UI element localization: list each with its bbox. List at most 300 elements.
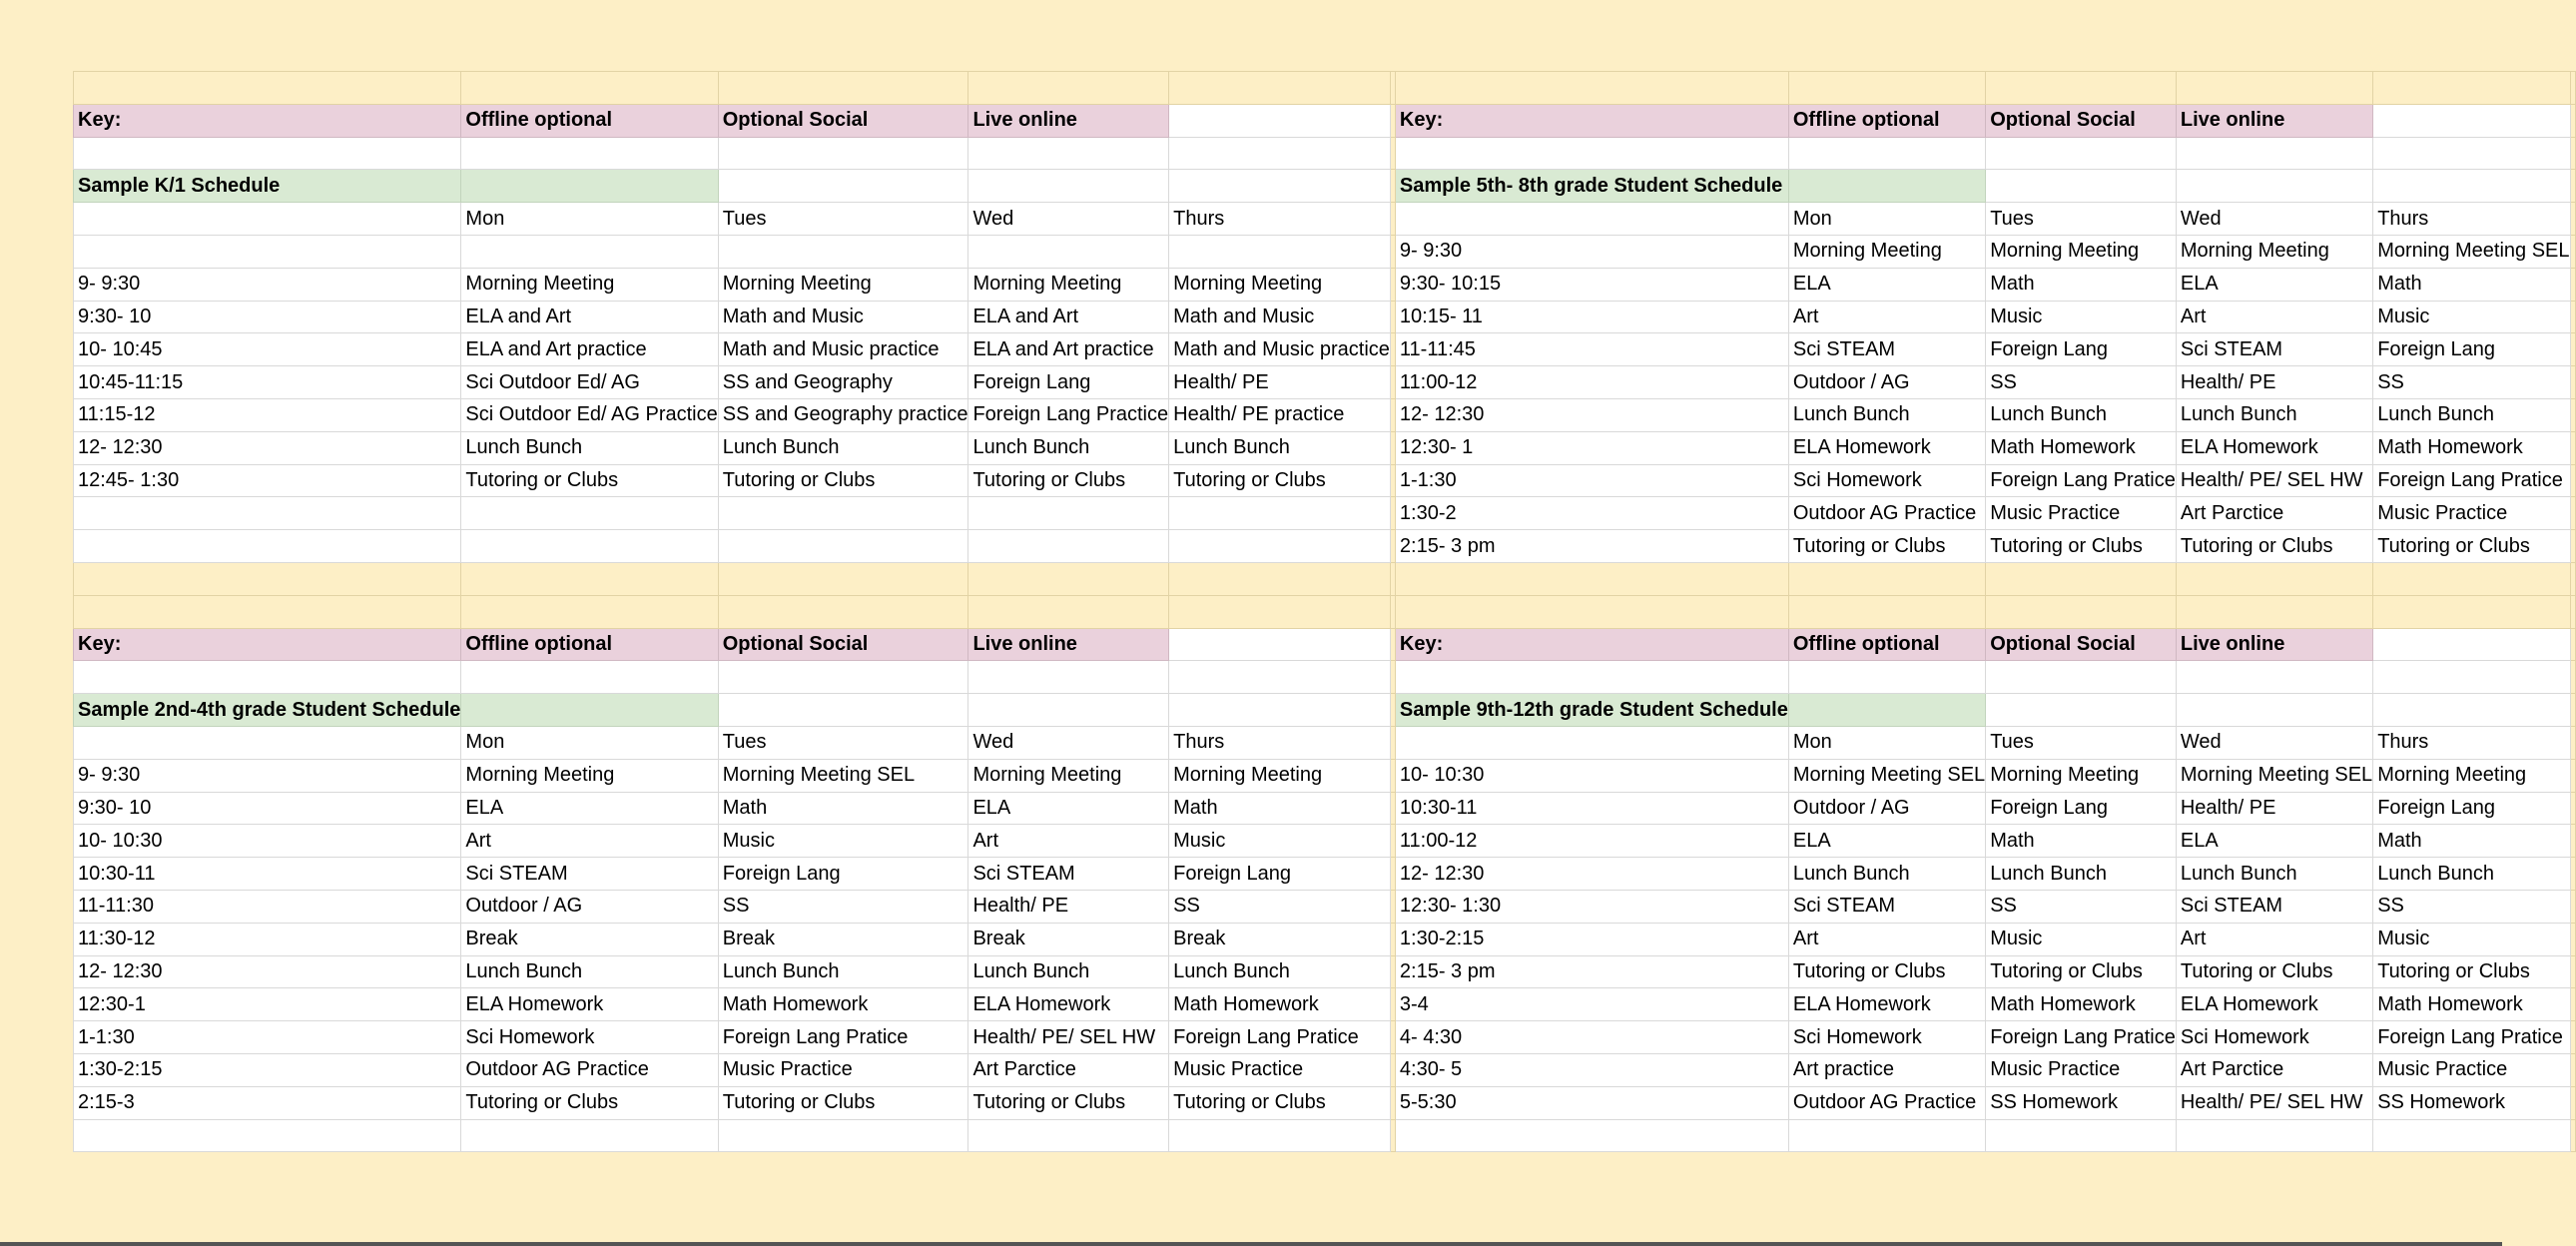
sheet-cell[interactable]: [968, 137, 1169, 170]
schedule-3-time-slot[interactable]: 3-4: [1395, 988, 1788, 1021]
schedule-1-activity[interactable]: Health/ PE/ SEL HW: [2176, 464, 2372, 497]
sheet-cell[interactable]: [461, 1119, 718, 1152]
schedule-2-activity[interactable]: Music: [718, 825, 968, 858]
schedule-3-activity[interactable]: Art practice: [1788, 1053, 1985, 1086]
schedule-2-activity[interactable]: Music: [1169, 825, 1391, 858]
schedule-2-activity[interactable]: Break: [718, 923, 968, 955]
sheet-cell[interactable]: [74, 562, 461, 595]
sheet-cell[interactable]: [968, 72, 1169, 105]
schedule-2-activity[interactable]: Health/ PE: [968, 890, 1169, 923]
schedule-1-time-slot[interactable]: 12- 12:30: [1395, 398, 1788, 431]
schedule-2-activity[interactable]: Foreign Lang: [1169, 858, 1391, 891]
sheet-cell[interactable]: [2570, 203, 2575, 236]
schedule-1-activity[interactable]: SS: [1986, 366, 2177, 399]
schedule-2-time-slot[interactable]: 9- 9:30: [74, 759, 461, 792]
schedule-1-time-slot[interactable]: 9- 9:30: [1395, 235, 1788, 268]
schedule-0-time-slot[interactable]: 12:45- 1:30: [74, 464, 461, 497]
sheet-cell[interactable]: [718, 235, 968, 268]
schedule-3-activity[interactable]: ELA: [1788, 825, 1985, 858]
sheet-cell[interactable]: [1986, 1119, 2177, 1152]
sheet-cell[interactable]: [74, 530, 461, 563]
schedule-2-day-header[interactable]: Tues: [718, 726, 968, 759]
sheet-cell[interactable]: [2570, 825, 2575, 858]
schedule-0-time-slot[interactable]: 9:30- 10: [74, 301, 461, 333]
key-live-online[interactable]: Live online: [968, 104, 1169, 137]
sheet-cell[interactable]: [2570, 104, 2575, 137]
schedule-2-activity[interactable]: Tutoring or Clubs: [968, 1086, 1169, 1119]
sheet-cell[interactable]: [968, 1119, 1169, 1152]
schedule-3-activity[interactable]: Math: [2373, 825, 2570, 858]
sheet-cell[interactable]: [968, 562, 1169, 595]
schedule-0-activity[interactable]: Math and Music practice: [1169, 333, 1391, 366]
sheet-cell[interactable]: [2373, 595, 2570, 628]
schedule-3-activity[interactable]: Sci STEAM: [2176, 890, 2372, 923]
schedule-0-activity[interactable]: Health/ PE: [1169, 366, 1391, 399]
schedule-0-activity[interactable]: Morning Meeting: [461, 268, 718, 301]
schedule-3-activity[interactable]: Music Practice: [1986, 1053, 2177, 1086]
sheet-cell[interactable]: [1986, 137, 2177, 170]
schedule-1-activity[interactable]: Morning Meeting SEL: [2373, 235, 2570, 268]
schedule-2-activity[interactable]: Music Practice: [1169, 1053, 1391, 1086]
key-offline-optional[interactable]: Offline optional: [461, 104, 718, 137]
sheet-cell[interactable]: [461, 497, 718, 530]
sheet-cell[interactable]: [718, 137, 968, 170]
schedule-1-activity[interactable]: Sci Homework: [1788, 464, 1985, 497]
sheet-cell[interactable]: [2570, 858, 2575, 891]
schedule-3-activity[interactable]: Art Parctice: [2176, 1053, 2372, 1086]
schedule-0-activity[interactable]: Tutoring or Clubs: [461, 464, 718, 497]
schedule-3-activity[interactable]: Math Homework: [2373, 988, 2570, 1021]
sheet-cell[interactable]: [2176, 595, 2372, 628]
schedule-2-activity[interactable]: Break: [1169, 923, 1391, 955]
schedule-3-activity[interactable]: Lunch Bunch: [1788, 858, 1985, 891]
sheet-cell[interactable]: [1169, 235, 1391, 268]
schedule-0-activity[interactable]: ELA and Art: [461, 301, 718, 333]
sheet-cell[interactable]: [461, 170, 718, 203]
schedule-3-time-slot[interactable]: 1:30-2:15: [1395, 923, 1788, 955]
schedule-0-activity[interactable]: SS and Geography practice: [718, 398, 968, 431]
sheet-cell[interactable]: [2570, 595, 2575, 628]
sheet-cell[interactable]: [2570, 530, 2575, 563]
schedule-1-day-header[interactable]: Thurs: [2373, 203, 2570, 236]
schedule-1-activity[interactable]: SS: [2373, 366, 2570, 399]
schedule-1-time-slot[interactable]: 10:15- 11: [1395, 301, 1788, 333]
schedule-2-time-slot[interactable]: 10- 10:30: [74, 825, 461, 858]
sheet-cell[interactable]: [1169, 628, 1391, 661]
schedule-2-day-header[interactable]: Mon: [461, 726, 718, 759]
schedule-1-activity[interactable]: Music Practice: [2373, 497, 2570, 530]
schedule-2-time-slot[interactable]: 12:30-1: [74, 988, 461, 1021]
schedule-1-activity[interactable]: Tutoring or Clubs: [1788, 530, 1985, 563]
schedule-2-activity[interactable]: Sci STEAM: [461, 858, 718, 891]
sheet-cell[interactable]: [1169, 104, 1391, 137]
schedule-2-activity[interactable]: Math Homework: [1169, 988, 1391, 1021]
sheet-cell[interactable]: [74, 1119, 461, 1152]
schedule-2-activity[interactable]: SS: [718, 890, 968, 923]
sheet-cell[interactable]: [2373, 1119, 2570, 1152]
schedule-1-activity[interactable]: Health/ PE: [2176, 366, 2372, 399]
key-optional-social[interactable]: Optional Social: [718, 104, 968, 137]
sheet-cell[interactable]: [2176, 170, 2372, 203]
schedule-1-time-slot[interactable]: 1:30-2: [1395, 497, 1788, 530]
sheet-cell[interactable]: [2373, 661, 2570, 694]
sheet-cell[interactable]: [2570, 431, 2575, 464]
sheet-cell[interactable]: [1788, 170, 1985, 203]
sheet-cell[interactable]: [2176, 72, 2372, 105]
sheet-cell[interactable]: [1395, 203, 1788, 236]
key-label[interactable]: Key:: [74, 628, 461, 661]
schedule-0-activity[interactable]: SS and Geography: [718, 366, 968, 399]
sheet-cell[interactable]: [2570, 890, 2575, 923]
schedule-2-activity[interactable]: Lunch Bunch: [968, 955, 1169, 988]
sheet-cell[interactable]: [1395, 72, 1788, 105]
schedule-3-time-slot[interactable]: 10- 10:30: [1395, 759, 1788, 792]
schedule-0-day-header[interactable]: Tues: [718, 203, 968, 236]
schedule-3-activity[interactable]: Tutoring or Clubs: [1788, 955, 1985, 988]
sheet-cell[interactable]: [2570, 1086, 2575, 1119]
schedule-0-title[interactable]: Sample K/1 Schedule: [74, 170, 461, 203]
schedule-2-activity[interactable]: Foreign Lang Pratice: [1169, 1021, 1391, 1054]
sheet-cell[interactable]: [718, 661, 968, 694]
sheet-cell[interactable]: [718, 72, 968, 105]
schedule-3-activity[interactable]: SS: [1986, 890, 2177, 923]
sheet-cell[interactable]: [461, 562, 718, 595]
schedule-2-activity[interactable]: SS: [1169, 890, 1391, 923]
schedule-2-activity[interactable]: Tutoring or Clubs: [1169, 1086, 1391, 1119]
sheet-cell[interactable]: [1986, 694, 2177, 727]
schedule-2-time-slot[interactable]: 10:30-11: [74, 858, 461, 891]
sheet-cell[interactable]: [2570, 562, 2575, 595]
schedule-0-activity[interactable]: Foreign Lang: [968, 366, 1169, 399]
sheet-cell[interactable]: [718, 497, 968, 530]
schedule-0-activity[interactable]: Tutoring or Clubs: [1169, 464, 1391, 497]
key-offline-optional[interactable]: Offline optional: [461, 628, 718, 661]
sheet-cell[interactable]: [968, 661, 1169, 694]
sheet-cell[interactable]: [2570, 464, 2575, 497]
schedule-1-activity[interactable]: ELA: [1788, 268, 1985, 301]
schedule-2-activity[interactable]: Sci Homework: [461, 1021, 718, 1054]
schedule-2-activity[interactable]: Break: [968, 923, 1169, 955]
schedule-3-activity[interactable]: Tutoring or Clubs: [1986, 955, 2177, 988]
sheet-cell[interactable]: [1788, 661, 1985, 694]
sheet-cell[interactable]: [74, 235, 461, 268]
schedule-3-activity[interactable]: Music Practice: [2373, 1053, 2570, 1086]
schedule-2-time-slot[interactable]: 1-1:30: [74, 1021, 461, 1054]
sheet-cell[interactable]: [74, 595, 461, 628]
sheet-cell[interactable]: [2570, 628, 2575, 661]
schedule-3-activity[interactable]: Morning Meeting SEL: [1788, 759, 1985, 792]
schedule-1-activity[interactable]: Outdoor / AG: [1788, 366, 1985, 399]
sheet-cell[interactable]: [2176, 661, 2372, 694]
schedule-1-activity[interactable]: Art: [2176, 301, 2372, 333]
schedule-0-activity[interactable]: Foreign Lang Practice: [968, 398, 1169, 431]
sheet-cell[interactable]: [2570, 661, 2575, 694]
schedule-3-activity[interactable]: Lunch Bunch: [2373, 858, 2570, 891]
schedule-1-time-slot[interactable]: 12:30- 1: [1395, 431, 1788, 464]
schedule-3-activity[interactable]: Lunch Bunch: [2176, 858, 2372, 891]
schedule-0-day-header[interactable]: Thurs: [1169, 203, 1391, 236]
schedule-3-activity[interactable]: Health/ PE/ SEL HW: [2176, 1086, 2372, 1119]
schedule-3-activity[interactable]: Sci Homework: [2176, 1021, 2372, 1054]
sheet-cell[interactable]: [1986, 170, 2177, 203]
schedule-3-activity[interactable]: Art: [2176, 923, 2372, 955]
schedule-1-activity[interactable]: Sci STEAM: [2176, 333, 2372, 366]
schedule-1-time-slot[interactable]: 2:15- 3 pm: [1395, 530, 1788, 563]
schedule-3-activity[interactable]: SS Homework: [1986, 1086, 2177, 1119]
schedule-2-activity[interactable]: Tutoring or Clubs: [461, 1086, 718, 1119]
sheet-cell[interactable]: [1169, 1119, 1391, 1152]
schedule-3-activity[interactable]: Foreign Lang Pratice: [1986, 1021, 2177, 1054]
sheet-cell[interactable]: [2570, 333, 2575, 366]
sheet-cell[interactable]: [461, 595, 718, 628]
schedule-1-activity[interactable]: Lunch Bunch: [1986, 398, 2177, 431]
schedule-1-activity[interactable]: Math Homework: [2373, 431, 2570, 464]
sheet-cell[interactable]: [2176, 562, 2372, 595]
sheet-cell[interactable]: [1169, 530, 1391, 563]
sheet-cell[interactable]: [1169, 137, 1391, 170]
schedule-2-time-slot[interactable]: 9:30- 10: [74, 792, 461, 825]
sheet-cell[interactable]: [1788, 1119, 1985, 1152]
schedule-2-activity[interactable]: Lunch Bunch: [718, 955, 968, 988]
sheet-cell[interactable]: [2176, 137, 2372, 170]
key-live-online[interactable]: Live online: [2176, 104, 2372, 137]
schedule-3-activity[interactable]: Sci STEAM: [1788, 890, 1985, 923]
schedule-3-activity[interactable]: Morning Meeting SEL: [2176, 759, 2372, 792]
schedule-1-day-header[interactable]: Tues: [1986, 203, 2177, 236]
schedule-1-time-slot[interactable]: 11:00-12: [1395, 366, 1788, 399]
sheet-cell[interactable]: [2570, 235, 2575, 268]
schedule-2-time-slot[interactable]: 1:30-2:15: [74, 1053, 461, 1086]
schedule-1-activity[interactable]: Tutoring or Clubs: [2176, 530, 2372, 563]
sheet-cell[interactable]: [718, 562, 968, 595]
schedule-1-activity[interactable]: Music: [2373, 301, 2570, 333]
sheet-cell[interactable]: [461, 235, 718, 268]
schedule-2-activity[interactable]: Morning Meeting: [968, 759, 1169, 792]
schedule-3-time-slot[interactable]: 12- 12:30: [1395, 858, 1788, 891]
schedule-1-title[interactable]: Sample 5th- 8th grade Student Schedule: [1395, 170, 1788, 203]
schedule-0-time-slot[interactable]: 9- 9:30: [74, 268, 461, 301]
sheet-cell[interactable]: [1986, 72, 2177, 105]
schedule-2-activity[interactable]: Art: [461, 825, 718, 858]
key-label[interactable]: Key:: [1395, 628, 1788, 661]
sheet-cell[interactable]: [2176, 694, 2372, 727]
schedule-2-activity[interactable]: Health/ PE/ SEL HW: [968, 1021, 1169, 1054]
schedule-2-activity[interactable]: Math: [1169, 792, 1391, 825]
sheet-cell[interactable]: [2570, 759, 2575, 792]
schedule-3-day-header[interactable]: Thurs: [2373, 726, 2570, 759]
schedule-3-activity[interactable]: Foreign Lang: [2373, 792, 2570, 825]
schedule-1-activity[interactable]: ELA: [2176, 268, 2372, 301]
sheet-cell[interactable]: [2570, 301, 2575, 333]
schedule-3-activity[interactable]: Lunch Bunch: [1986, 858, 2177, 891]
schedule-1-activity[interactable]: Morning Meeting: [2176, 235, 2372, 268]
schedule-1-activity[interactable]: Tutoring or Clubs: [1986, 530, 2177, 563]
schedule-3-activity[interactable]: Music: [1986, 923, 2177, 955]
sheet-cell[interactable]: [968, 170, 1169, 203]
schedule-3-day-header[interactable]: Tues: [1986, 726, 2177, 759]
sheet-cell[interactable]: [968, 595, 1169, 628]
sheet-cell[interactable]: [2570, 137, 2575, 170]
schedule-0-activity[interactable]: Morning Meeting: [968, 268, 1169, 301]
schedule-2-activity[interactable]: Lunch Bunch: [461, 955, 718, 988]
schedule-1-activity[interactable]: Art: [1788, 301, 1985, 333]
schedule-2-activity[interactable]: ELA Homework: [968, 988, 1169, 1021]
sheet-cell[interactable]: [2570, 955, 2575, 988]
sheet-cell[interactable]: [2570, 366, 2575, 399]
schedule-2-activity[interactable]: Outdoor AG Practice: [461, 1053, 718, 1086]
schedule-3-activity[interactable]: Outdoor AG Practice: [1788, 1086, 1985, 1119]
schedule-2-activity[interactable]: Math: [718, 792, 968, 825]
schedule-1-activity[interactable]: Lunch Bunch: [2373, 398, 2570, 431]
schedule-2-activity[interactable]: Break: [461, 923, 718, 955]
key-offline-optional[interactable]: Offline optional: [1788, 104, 1985, 137]
sheet-cell[interactable]: [718, 1119, 968, 1152]
schedule-1-activity[interactable]: ELA Homework: [2176, 431, 2372, 464]
sheet-cell[interactable]: [1788, 72, 1985, 105]
schedule-3-time-slot[interactable]: 5-5:30: [1395, 1086, 1788, 1119]
sheet-cell[interactable]: [2570, 268, 2575, 301]
schedule-3-time-slot[interactable]: 10:30-11: [1395, 792, 1788, 825]
schedule-3-title[interactable]: Sample 9th-12th grade Student Schedule: [1395, 694, 1788, 727]
schedule-0-activity[interactable]: Lunch Bunch: [461, 431, 718, 464]
sheet-cell[interactable]: [1788, 595, 1985, 628]
schedule-2-activity[interactable]: Math Homework: [718, 988, 968, 1021]
sheet-cell[interactable]: [2570, 72, 2575, 105]
schedule-3-activity[interactable]: SS Homework: [2373, 1086, 2570, 1119]
schedule-1-activity[interactable]: Foreign Lang: [1986, 333, 2177, 366]
schedule-0-activity[interactable]: Math and Music practice: [718, 333, 968, 366]
schedule-2-activity[interactable]: ELA: [461, 792, 718, 825]
schedule-0-time-slot[interactable]: 10- 10:45: [74, 333, 461, 366]
sheet-cell[interactable]: [461, 530, 718, 563]
sheet-cell[interactable]: [2373, 628, 2570, 661]
schedule-3-activity[interactable]: SS: [2373, 890, 2570, 923]
schedule-3-activity[interactable]: Health/ PE: [2176, 792, 2372, 825]
sheet-cell[interactable]: [2570, 923, 2575, 955]
schedule-1-activity[interactable]: Morning Meeting: [1788, 235, 1985, 268]
key-optional-social[interactable]: Optional Social: [1986, 628, 2177, 661]
sheet-cell[interactable]: [2570, 694, 2575, 727]
schedule-2-title[interactable]: Sample 2nd-4th grade Student Schedule: [74, 694, 461, 727]
sheet-cell[interactable]: [968, 694, 1169, 727]
sheet-cell[interactable]: [1986, 562, 2177, 595]
sheet-cell[interactable]: [2570, 792, 2575, 825]
sheet-cell[interactable]: [2570, 170, 2575, 203]
schedule-3-time-slot[interactable]: 4:30- 5: [1395, 1053, 1788, 1086]
key-label[interactable]: Key:: [74, 104, 461, 137]
sheet-cell[interactable]: [74, 137, 461, 170]
schedule-1-activity[interactable]: Lunch Bunch: [2176, 398, 2372, 431]
sheet-cell[interactable]: [2373, 562, 2570, 595]
schedule-1-activity[interactable]: Foreign Lang Pratice: [2373, 464, 2570, 497]
sheet-cell[interactable]: [1395, 726, 1788, 759]
schedule-1-time-slot[interactable]: 11-11:45: [1395, 333, 1788, 366]
schedule-0-day-header[interactable]: Mon: [461, 203, 718, 236]
schedule-2-activity[interactable]: Art Parctice: [968, 1053, 1169, 1086]
schedule-2-activity[interactable]: ELA: [968, 792, 1169, 825]
schedule-1-activity[interactable]: Outdoor AG Practice: [1788, 497, 1985, 530]
schedule-2-time-slot[interactable]: 12- 12:30: [74, 955, 461, 988]
schedule-1-activity[interactable]: Math: [2373, 268, 2570, 301]
schedule-1-activity[interactable]: Music Practice: [1986, 497, 2177, 530]
sheet-cell[interactable]: [1788, 694, 1985, 727]
schedule-0-activity[interactable]: Sci Outdoor Ed/ AG: [461, 366, 718, 399]
schedule-0-activity[interactable]: Math and Music: [718, 301, 968, 333]
sheet-cell[interactable]: [461, 661, 718, 694]
sheet-cell[interactable]: [2176, 1119, 2372, 1152]
sheet-cell[interactable]: [461, 694, 718, 727]
sheet-cell[interactable]: [1986, 595, 2177, 628]
schedule-1-activity[interactable]: Lunch Bunch: [1788, 398, 1985, 431]
sheet-cell[interactable]: [1169, 170, 1391, 203]
schedule-2-activity[interactable]: Music Practice: [718, 1053, 968, 1086]
schedule-3-activity[interactable]: ELA: [2176, 825, 2372, 858]
schedule-1-activity[interactable]: ELA Homework: [1788, 431, 1985, 464]
schedule-2-activity[interactable]: Sci STEAM: [968, 858, 1169, 891]
sheet-cell[interactable]: [2570, 1021, 2575, 1054]
schedule-2-time-slot[interactable]: 11-11:30: [74, 890, 461, 923]
schedule-1-time-slot[interactable]: 9:30- 10:15: [1395, 268, 1788, 301]
sheet-cell[interactable]: [2373, 104, 2570, 137]
sheet-cell[interactable]: [1169, 595, 1391, 628]
sheet-cell[interactable]: [2373, 694, 2570, 727]
schedule-3-time-slot[interactable]: 4- 4:30: [1395, 1021, 1788, 1054]
schedule-2-activity[interactable]: Lunch Bunch: [1169, 955, 1391, 988]
schedule-3-day-header[interactable]: Mon: [1788, 726, 1985, 759]
key-live-online[interactable]: Live online: [2176, 628, 2372, 661]
schedule-1-time-slot[interactable]: 1-1:30: [1395, 464, 1788, 497]
schedule-1-activity[interactable]: Math: [1986, 268, 2177, 301]
key-optional-social[interactable]: Optional Social: [1986, 104, 2177, 137]
sheet-cell[interactable]: [1395, 137, 1788, 170]
schedule-0-time-slot[interactable]: 10:45-11:15: [74, 366, 461, 399]
schedule-1-activity[interactable]: Sci STEAM: [1788, 333, 1985, 366]
schedule-3-activity[interactable]: Art: [1788, 923, 1985, 955]
sheet-cell[interactable]: [968, 235, 1169, 268]
schedule-3-activity[interactable]: Math: [1986, 825, 2177, 858]
schedule-0-activity[interactable]: Morning Meeting: [718, 268, 968, 301]
sheet-cell[interactable]: [2570, 988, 2575, 1021]
sheet-cell[interactable]: [2373, 72, 2570, 105]
schedule-0-activity[interactable]: Lunch Bunch: [718, 431, 968, 464]
schedule-3-time-slot[interactable]: 11:00-12: [1395, 825, 1788, 858]
schedule-1-activity[interactable]: Math Homework: [1986, 431, 2177, 464]
schedule-2-activity[interactable]: Outdoor / AG: [461, 890, 718, 923]
schedule-1-activity[interactable]: Art Parctice: [2176, 497, 2372, 530]
schedule-0-activity[interactable]: Tutoring or Clubs: [718, 464, 968, 497]
schedule-0-activity[interactable]: Health/ PE practice: [1169, 398, 1391, 431]
schedule-2-activity[interactable]: Foreign Lang: [718, 858, 968, 891]
schedule-3-activity[interactable]: Foreign Lang: [1986, 792, 2177, 825]
sheet-cell[interactable]: [1986, 661, 2177, 694]
schedule-3-activity[interactable]: Tutoring or Clubs: [2176, 955, 2372, 988]
key-label[interactable]: Key:: [1395, 104, 1788, 137]
sheet-cell[interactable]: [1395, 595, 1788, 628]
schedule-0-time-slot[interactable]: 11:15-12: [74, 398, 461, 431]
schedule-2-activity[interactable]: Morning Meeting: [461, 759, 718, 792]
sheet-cell[interactable]: [1169, 694, 1391, 727]
key-offline-optional[interactable]: Offline optional: [1788, 628, 1985, 661]
schedule-1-day-header[interactable]: Wed: [2176, 203, 2372, 236]
sheet-cell[interactable]: [2570, 1053, 2575, 1086]
sheet-cell[interactable]: [2570, 398, 2575, 431]
schedule-3-activity[interactable]: Music: [2373, 923, 2570, 955]
schedule-0-activity[interactable]: Math and Music: [1169, 301, 1391, 333]
sheet-cell[interactable]: [718, 170, 968, 203]
schedule-0-day-header[interactable]: Wed: [968, 203, 1169, 236]
sheet-cell[interactable]: [1169, 72, 1391, 105]
sheet-cell[interactable]: [1788, 137, 1985, 170]
